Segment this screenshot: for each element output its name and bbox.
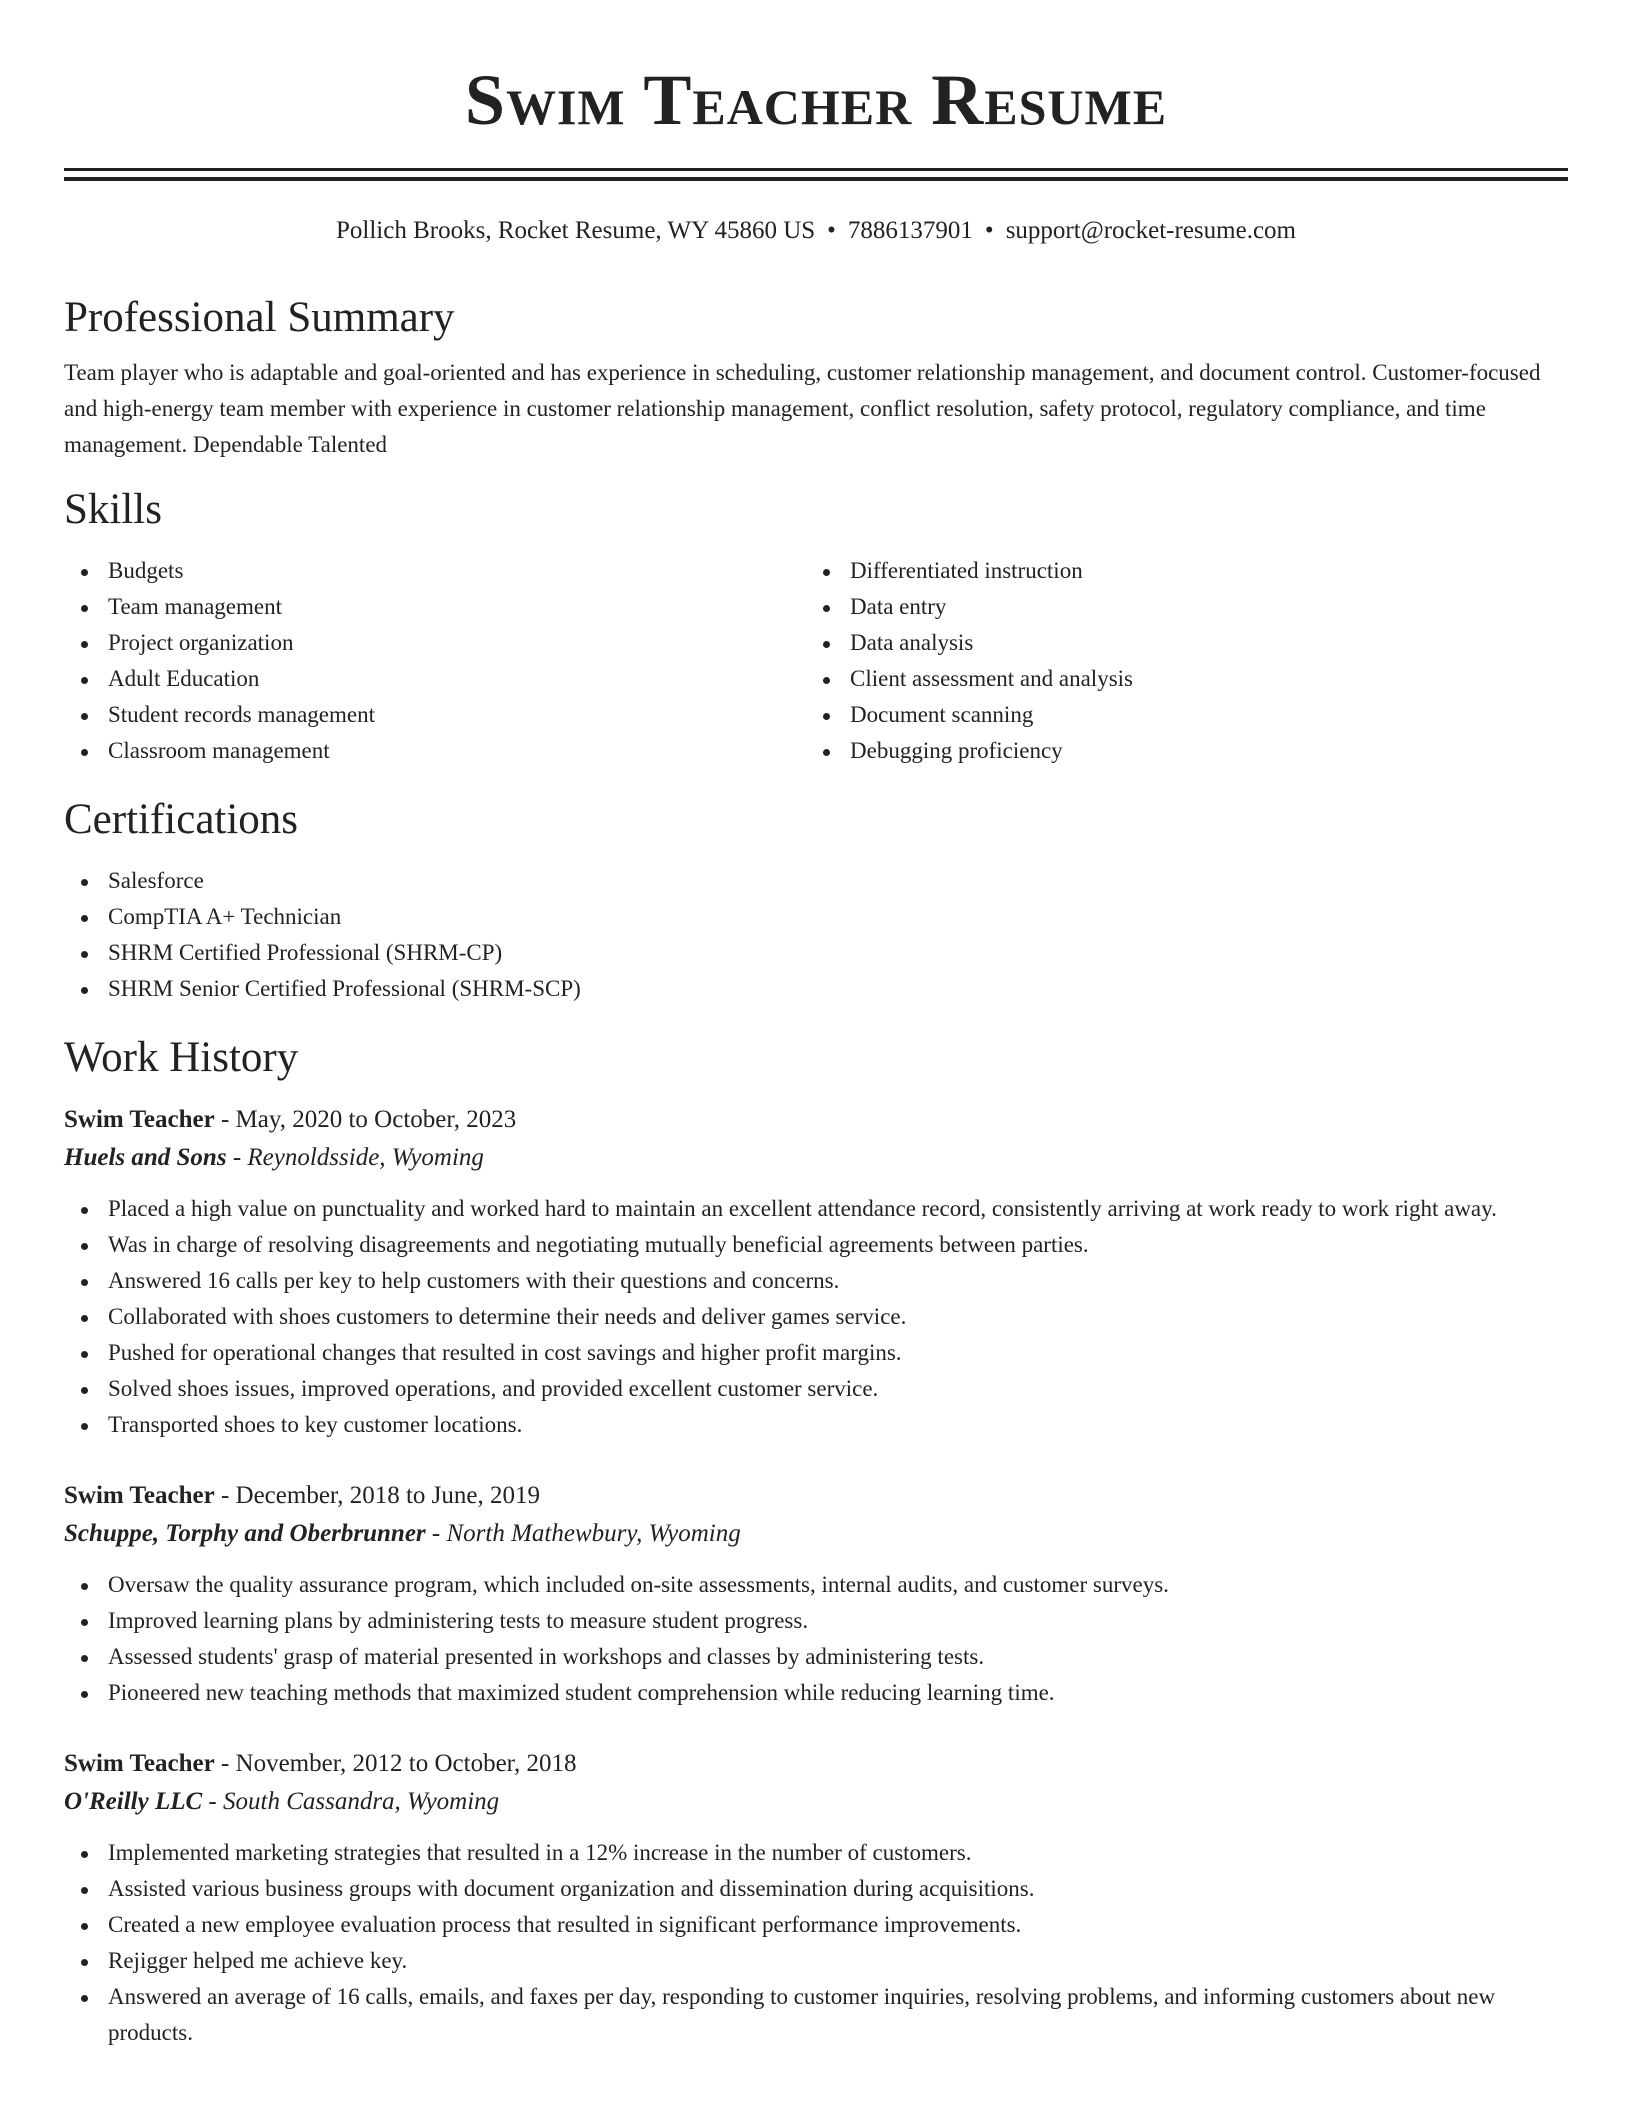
job-location: - North Mathewbury, Wyoming bbox=[425, 1520, 741, 1547]
certification-item: SHRM Senior Certified Professional (SHRM-SCP) bbox=[64, 971, 1568, 1007]
skill-item: Budgets bbox=[64, 553, 806, 589]
job-bullet: Rejigger helped me achieve key. bbox=[64, 1943, 1568, 1979]
job-dates: - November, 2012 to October, 2018 bbox=[214, 1750, 577, 1777]
skill-item: Team management bbox=[64, 589, 806, 625]
job-company: O'Reilly LLC bbox=[64, 1788, 203, 1815]
job-role: Swim Teacher bbox=[64, 1750, 215, 1777]
job-bullet: Collaborated with shoes customers to determine their needs and deliver games service. bbox=[64, 1299, 1568, 1335]
skill-item: Adult Education bbox=[64, 661, 806, 697]
job-bullets bbox=[64, 1567, 1568, 1711]
job-bullet: Assisted various business groups with document organization and dissemination during acquisitions. bbox=[64, 1871, 1568, 1907]
job-bullets bbox=[64, 1191, 1568, 1443]
skills-heading: Skills bbox=[64, 486, 162, 533]
certifications-list bbox=[64, 863, 1568, 1007]
skill-item: Data analysis bbox=[806, 625, 1548, 661]
title-divider-bottom bbox=[64, 177, 1568, 181]
skill-item: Document scanning bbox=[806, 697, 1548, 733]
job-bullet: Was in charge of resolving disagreements and negotiating mutually beneficial agreements between parties. bbox=[64, 1227, 1568, 1263]
skill-item: Data entry bbox=[806, 589, 1548, 625]
skill-item: Debugging proficiency bbox=[806, 733, 1548, 769]
job-company-line bbox=[64, 1783, 1568, 1821]
job-bullet: Pushed for operational changes that resulted in cost savings and higher profit margins. bbox=[64, 1335, 1568, 1371]
job-dates: - May, 2020 to October, 2023 bbox=[214, 1106, 517, 1133]
job-entry bbox=[64, 1477, 1568, 1711]
job-bullet: Answered 16 calls per key to help customers with their questions and concerns. bbox=[64, 1263, 1568, 1299]
job-entry bbox=[64, 1745, 1568, 2051]
job-bullet: Placed a high value on punctuality and worked hard to maintain an excellent attendance record, consistently arriving at work ready to work right away. bbox=[64, 1191, 1568, 1227]
skills-columns bbox=[64, 553, 1568, 769]
job-company: Schuppe, Torphy and Oberbrunner bbox=[64, 1520, 426, 1547]
job-role: Swim Teacher bbox=[64, 1482, 215, 1509]
job-location: - Reynoldsside, Wyoming bbox=[226, 1144, 484, 1171]
skill-item: Differentiated instruction bbox=[806, 553, 1548, 589]
certification-item: SHRM Certified Professional (SHRM-CP) bbox=[64, 935, 1568, 971]
job-bullet: Improved learning plans by administering tests to measure student progress. bbox=[64, 1603, 1568, 1639]
page-title: Swim Teacher Resume bbox=[464, 60, 1168, 140]
contact-separator: • bbox=[984, 217, 994, 244]
job-bullet: Assessed students' grasp of material presented in workshops and classes by administering tests. bbox=[64, 1639, 1568, 1675]
job-location: - South Cassandra, Wyoming bbox=[202, 1788, 500, 1815]
skills-list-right bbox=[806, 553, 1548, 769]
job-entry bbox=[64, 1101, 1568, 1443]
job-bullet: Pioneered new teaching methods that maximized student comprehension while reducing learning time. bbox=[64, 1675, 1568, 1711]
job-dates: - December, 2018 to June, 2019 bbox=[214, 1482, 541, 1509]
job-company-line bbox=[64, 1139, 1568, 1177]
job-bullet: Created a new employee evaluation process that resulted in significant performance improvements. bbox=[64, 1907, 1568, 1943]
summary-text: Team player who is adaptable and goal-oriented and has experience in scheduling, customer relationship management, and document control. Customer-focused and high-energy team member with experience in customer relationship management, conflict resolution, safety protocol, regulatory compliance, and time management. Dependable Talented bbox=[64, 360, 1541, 457]
skill-item: Student records management bbox=[64, 697, 806, 733]
job-company-line bbox=[64, 1515, 1568, 1553]
job-bullets bbox=[64, 1835, 1568, 2051]
job-title-line bbox=[64, 1477, 1568, 1515]
contact-separator: • bbox=[827, 217, 836, 244]
job-title-line bbox=[64, 1101, 1568, 1139]
certification-item: CompTIA A+ Technician bbox=[64, 899, 1568, 935]
job-company: Huels and Sons bbox=[64, 1144, 227, 1171]
contact-address: Pollich Brooks, Rocket Resume, WY 45860 US bbox=[336, 217, 816, 244]
contact-email: support@rocket-resume.com bbox=[1005, 217, 1296, 244]
skills-list-left bbox=[64, 553, 806, 769]
skill-item: Client assessment and analysis bbox=[806, 661, 1548, 697]
resume-page bbox=[64, 0, 1568, 2051]
job-bullet: Transported shoes to key customer locations. bbox=[64, 1407, 1568, 1443]
skill-item: Classroom management bbox=[64, 733, 806, 769]
skill-item: Project organization bbox=[64, 625, 806, 661]
certifications-heading: Certifications bbox=[64, 796, 299, 843]
job-bullet: Implemented marketing strategies that resulted in a 12% increase in the number of customers. bbox=[64, 1835, 1568, 1871]
title-divider-top bbox=[64, 168, 1568, 171]
job-bullet: Solved shoes issues, improved operations, and provided excellent customer service. bbox=[64, 1371, 1568, 1407]
job-title-line bbox=[64, 1745, 1568, 1783]
job-role: Swim Teacher bbox=[64, 1106, 215, 1133]
contact-line bbox=[64, 215, 1568, 247]
contact-phone: 7886137901 bbox=[847, 217, 973, 244]
summary-heading: Professional Summary bbox=[64, 294, 455, 341]
job-bullet: Oversaw the quality assurance program, which included on-site assessments, internal audits, and customer surveys. bbox=[64, 1567, 1568, 1603]
certification-item: Salesforce bbox=[64, 863, 1568, 899]
job-bullet: Answered an average of 16 calls, emails, and faxes per day, responding to customer inquiries, resolving problems, and informing customers about new products. bbox=[64, 1979, 1568, 2051]
work-history-heading: Work History bbox=[64, 1034, 299, 1081]
